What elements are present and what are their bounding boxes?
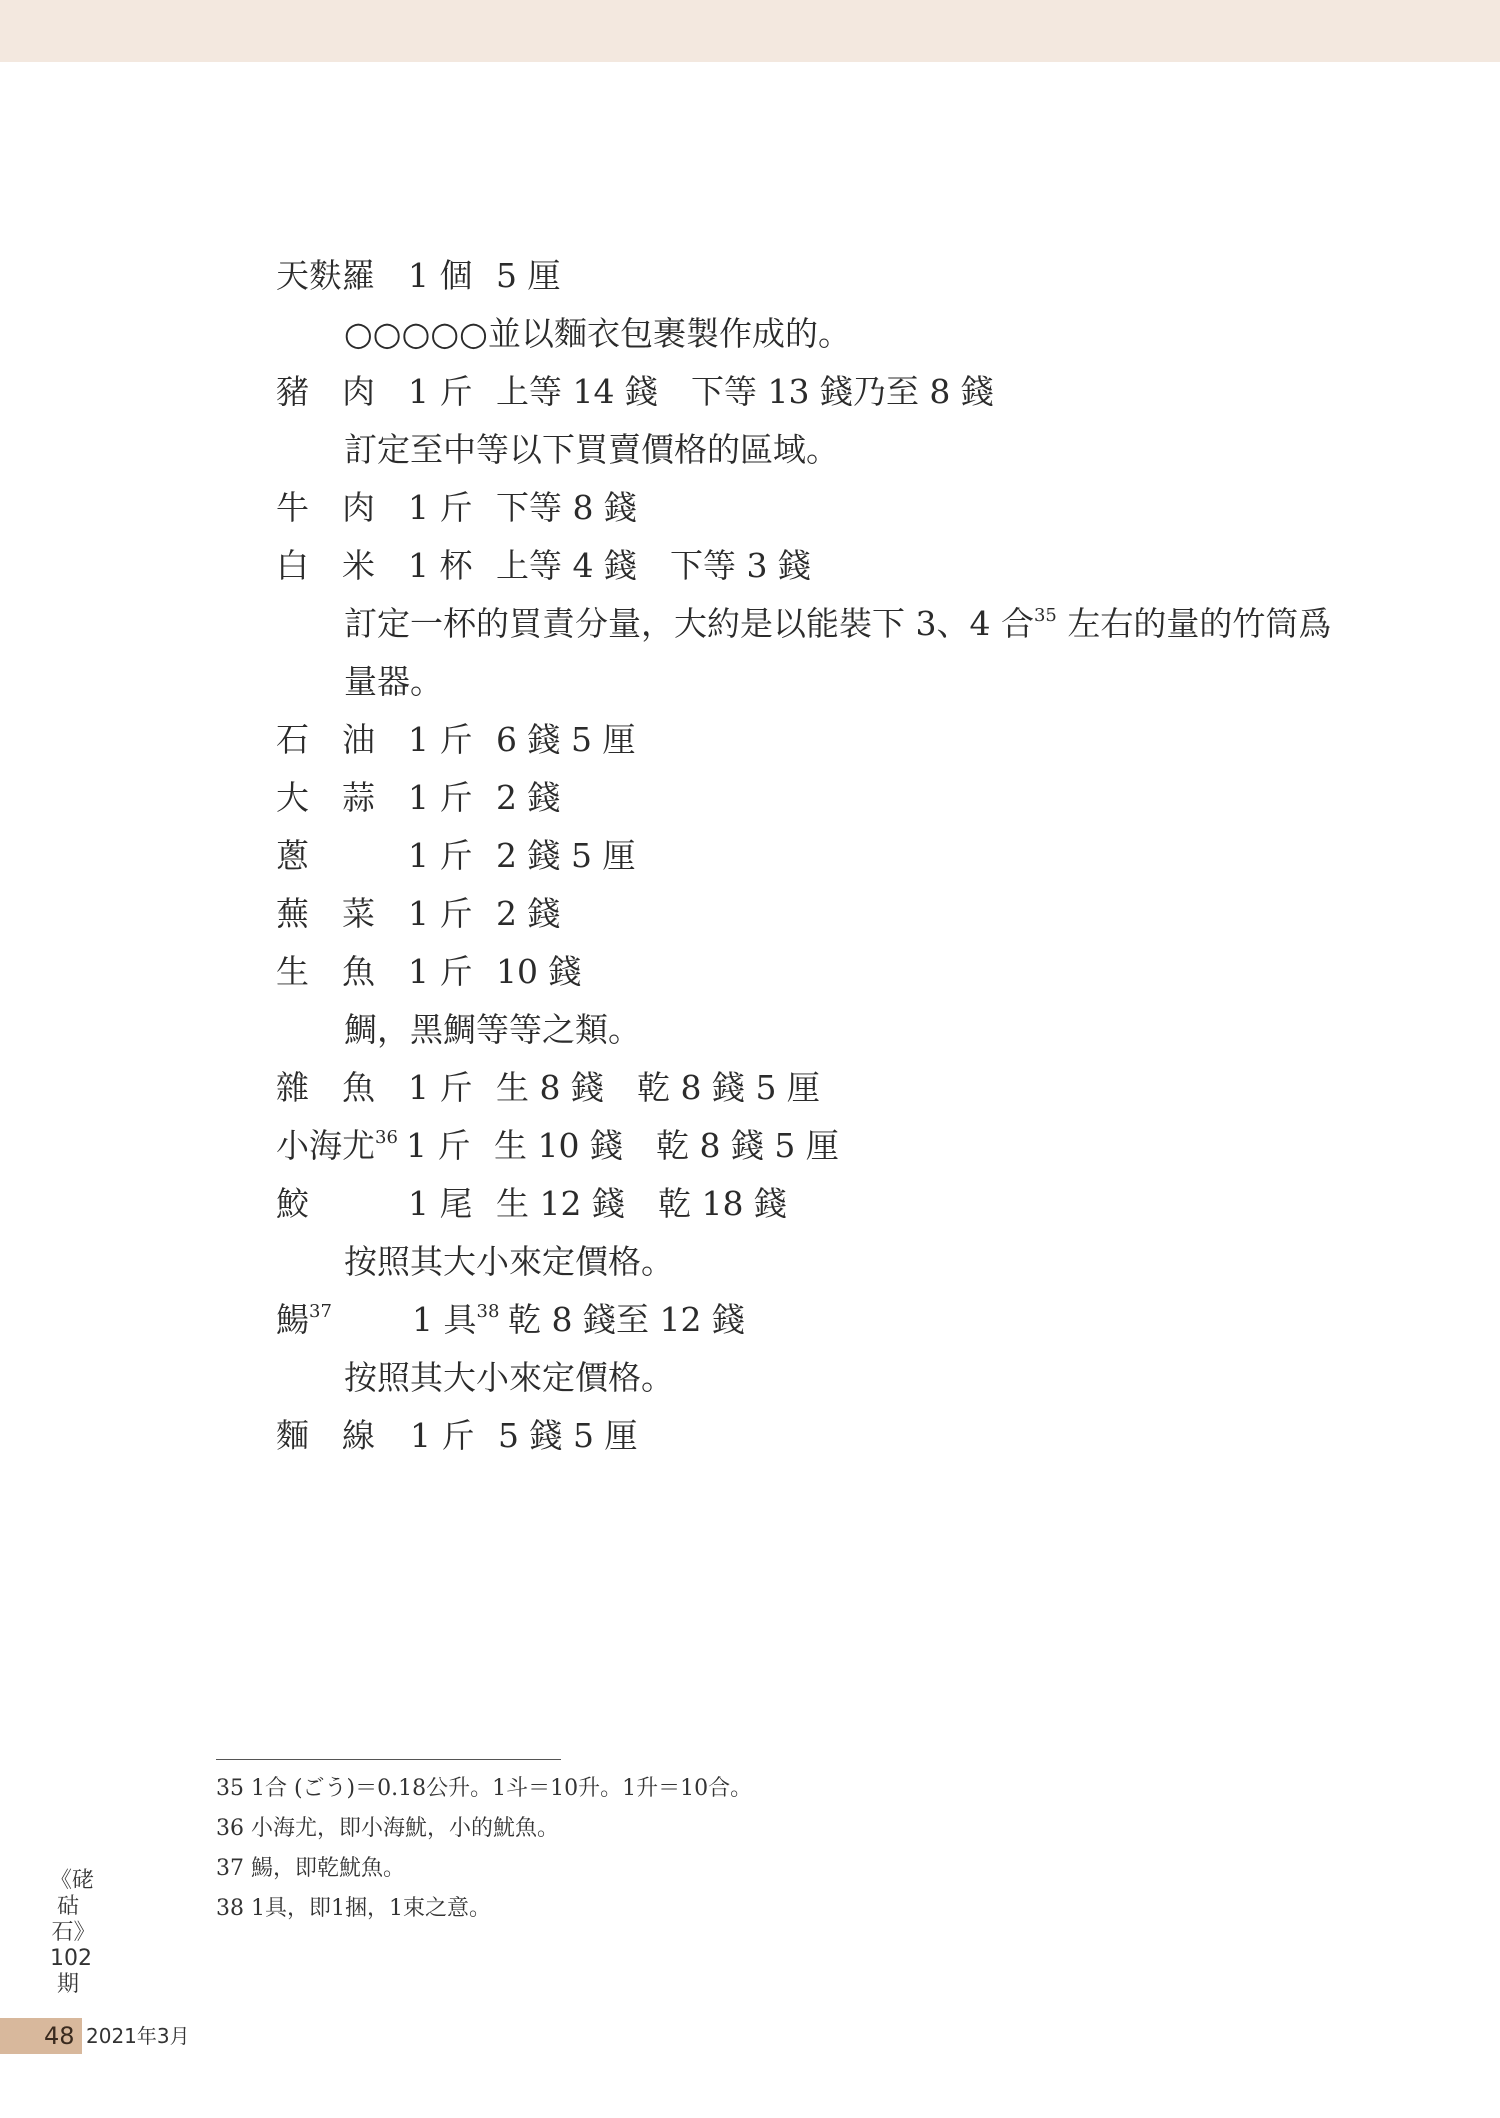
item-unit: 1 斤 (408, 488, 473, 527)
item-name: 牛 肉 (276, 488, 375, 527)
footnote-38: 38 1具，即1捆，1束之意。 (216, 1896, 491, 1921)
item-name: 白 米 (276, 546, 375, 585)
item-unit (412, 1298, 499, 1342)
footnote-36: 36 小海尤，即小海魷，小的魷魚。 (216, 1816, 559, 1841)
item-price: 生 12 錢 乾 18 錢 (496, 1184, 787, 1223)
item-price: 5 厘 (496, 256, 561, 295)
publication-title: 《硓𥑮石》102期 (50, 1868, 95, 1997)
item-price: 10 錢 (496, 952, 582, 991)
page-number: 48 (44, 2022, 75, 2050)
item-note: 鯛，黑鯛等等之類。 (344, 1010, 641, 1049)
item-name: 大 蒜 (276, 778, 375, 817)
footnote-ref: 35 (1033, 605, 1057, 626)
item-name (276, 1124, 398, 1168)
item-name: 鮫 (276, 1184, 309, 1223)
footnote-35: 35 1合 (ごう)＝0.18公升。1斗＝10升。1升＝10合。 (216, 1776, 753, 1801)
item-note: ○○○○○並以麵衣包裹製作成的。 (344, 314, 851, 353)
item-unit: 1 尾 (408, 1184, 473, 1223)
item-price: 2 錢 (496, 894, 561, 933)
item-note: 訂定至中等以下買賣價格的區域。 (344, 430, 839, 469)
item-unit: 1 斤 (408, 1068, 473, 1107)
item-unit: 1 斤 (408, 372, 473, 411)
item-unit: 1 杯 (408, 546, 473, 585)
item-unit: 1 斤 (408, 894, 473, 933)
item-price: 生 10 錢 乾 8 錢 5 厘 (494, 1126, 839, 1165)
item-name: 蔥 (276, 836, 309, 875)
footnote-ref: 37 (309, 1301, 332, 1322)
item-unit: 1 個 (408, 256, 473, 295)
item-price: 2 錢 (496, 778, 561, 817)
item-name: 雜 魚 (276, 1068, 375, 1107)
item-name: 麵 線 (276, 1416, 375, 1455)
item-price: 5 錢 5 厘 (498, 1416, 638, 1455)
top-decorative-band (0, 0, 1500, 62)
footnote-ref: 36 (375, 1127, 398, 1148)
item-name-text: 鰑 (276, 1300, 309, 1339)
note-text: 訂定一杯的買責分量，大約是以能裝下 3、4 合 (344, 604, 1034, 643)
item-unit: 1 斤 (410, 1416, 475, 1455)
item-price: 下等 8 錢 (496, 488, 637, 527)
item-price: 6 錢 5 厘 (496, 720, 636, 759)
item-price: 乾 8 錢至 12 錢 (508, 1300, 745, 1339)
item-price: 2 錢 5 厘 (496, 836, 636, 875)
item-unit: 1 斤 (406, 1126, 471, 1165)
item-name: 天麩羅 (276, 256, 375, 295)
item-name (276, 1298, 332, 1342)
item-name: 石 油 (276, 720, 375, 759)
footnote-37: 37 鰑，即乾魷魚。 (216, 1856, 405, 1881)
item-name: 豬 肉 (276, 372, 375, 411)
item-price: 上等 14 錢 下等 13 錢乃至 8 錢 (496, 372, 994, 411)
item-unit: 1 斤 (408, 836, 473, 875)
issue-date: 2021年3月 (86, 2024, 190, 2048)
item-note: 按照其大小來定價格。 (344, 1242, 674, 1281)
item-name: 蕪 菜 (276, 894, 375, 933)
item-name-text: 小海尤 (276, 1126, 375, 1165)
item-price: 生 8 錢 乾 8 錢 5 厘 (496, 1068, 820, 1107)
item-unit: 1 斤 (408, 952, 473, 991)
item-note (344, 602, 1331, 646)
item-note: 按照其大小來定價格。 (344, 1358, 674, 1397)
footnote-ref: 38 (476, 1301, 500, 1322)
footnote-divider (216, 1759, 561, 1760)
note-text-continued: 左右的量的竹筒爲 (1056, 604, 1332, 643)
item-unit-text: 1 具 (412, 1300, 477, 1339)
item-name: 生 魚 (276, 952, 375, 991)
item-unit: 1 斤 (408, 720, 473, 759)
item-note: 量器。 (344, 662, 443, 701)
item-unit: 1 斤 (408, 778, 473, 817)
item-price: 上等 4 錢 下等 3 錢 (496, 546, 811, 585)
